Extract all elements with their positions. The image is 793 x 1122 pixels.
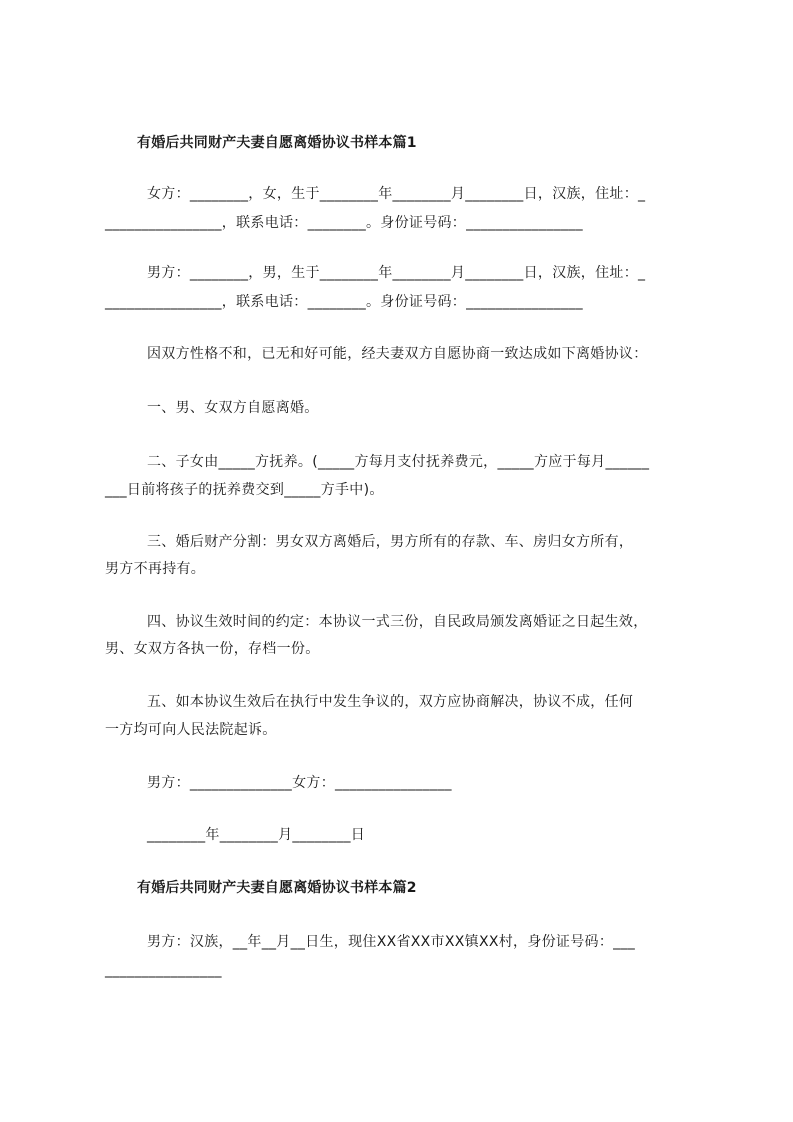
date-line: ________年________月________日 bbox=[147, 827, 366, 843]
clause-5-line-2: 一方均可向人民法院起诉。 bbox=[105, 722, 277, 738]
clause-2-line-2: ___日前将孩子的抚养费交到_____方手中)。 bbox=[105, 482, 384, 498]
agreement-intro: 因双方性格不和，已无和好可能，经夫妻双方自愿协商一致达成如下离婚协议： bbox=[147, 346, 648, 362]
signature-line: 男方：______________女方：________________ bbox=[147, 775, 452, 791]
section1-title: 有婚后共同财产夫妻自愿离婚协议书样本篇1 bbox=[137, 135, 417, 151]
clause-4-line-1: 四、协议生效时间的约定：本协议一式三份，自民政局颁发离婚证之日起生效， bbox=[147, 614, 648, 630]
male-party-line-2: ________________，联系电话：________。身份证号码：________________ bbox=[105, 294, 583, 310]
female-party-line-1: 女方：________，女，生于________年________月________日，汉族，住址：_ bbox=[147, 186, 646, 202]
section2-male-line-1: 男方：汉族，__年__月__日生，现住XX省XX市XX镇XX村，身份证号码：___ bbox=[147, 934, 636, 950]
clause-2-line-1: 二、子女由_____方抚养。(_____方每月支付抚养费元，_____方应于每月______ bbox=[147, 454, 650, 470]
section2-male-line-2: ________________ bbox=[105, 962, 222, 978]
clause-4-line-2: 男、女双方各执一份，存档一份。 bbox=[105, 641, 320, 657]
clause-3-line-2: 男方不再持有。 bbox=[105, 561, 206, 577]
clause-1: 一、男、女双方自愿离婚。 bbox=[147, 400, 319, 416]
section2-title: 有婚后共同财产夫妻自愿离婚协议书样本篇2 bbox=[137, 880, 417, 896]
male-party-line-1: 男方：________，男，生于________年________月________日，汉族，住址：_ bbox=[147, 265, 646, 281]
female-party-line-2: ________________，联系电话：________。身份证号码：________________ bbox=[105, 215, 583, 231]
clause-5-line-1: 五、如本协议生效后在执行中发生争议的，双方应协商解决，协议不成，任何 bbox=[147, 694, 634, 710]
clause-3-line-1: 三、婚后财产分割：男女双方离婚后，男方所有的存款、车、房归女方所有， bbox=[147, 534, 634, 550]
